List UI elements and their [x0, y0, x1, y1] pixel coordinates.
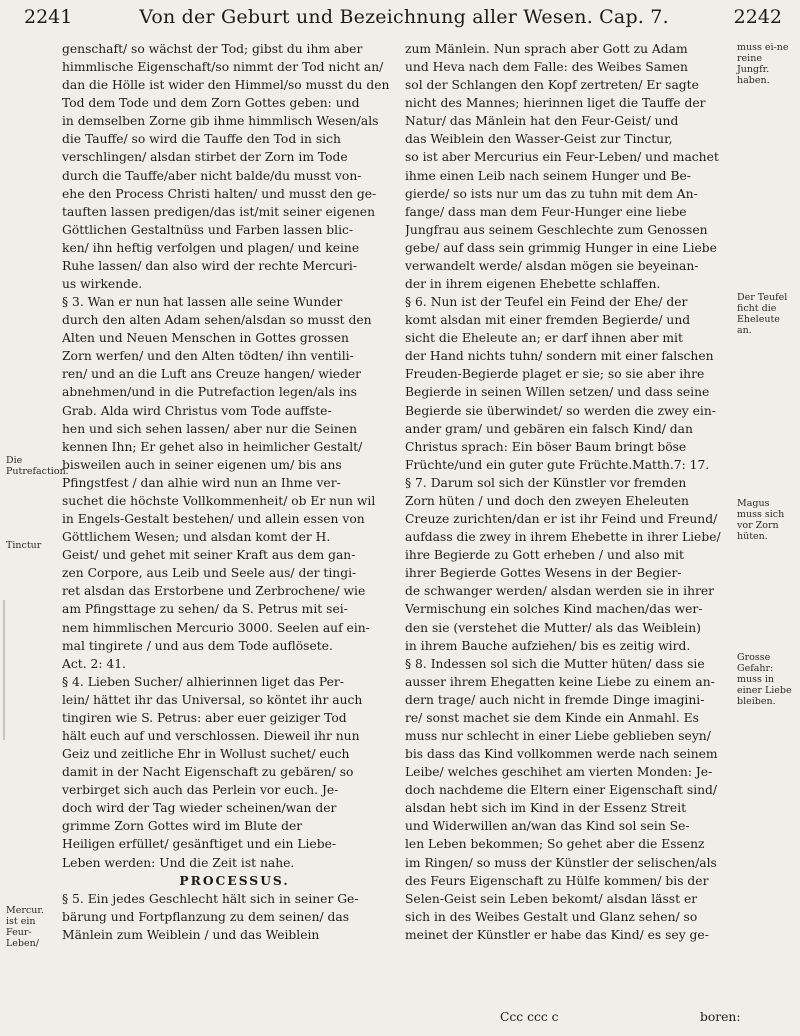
text-line: Begierde in seinen Willen setzen/ und dass seine	[405, 385, 710, 400]
text-line: am Pfingsttage zu sehen/ da S. Petrus mit sei-	[62, 602, 348, 617]
text-line: Natur/ das Mänlein hat den Feur-Geist/ und	[405, 114, 679, 129]
text-line: meinet der Künstler er habe das Kind/ es sey ge-	[405, 927, 709, 942]
text-line: in demselben Zorne gib ihme himmlisch Wesen/als	[62, 114, 379, 129]
text-line: Creuze zurichten/dan er ist ihr Feind und Freund/	[405, 512, 718, 527]
text-line: muss nur schlecht in einer Liebe geblieben seyn/	[405, 728, 711, 743]
text-line: sol der Schlangen den Kopf zertreten/ Er sagte	[405, 78, 699, 93]
text-line: Früchte/und ein guter gute Früchte.Matth.7: 17.	[405, 457, 710, 472]
text-line: das Weiblein den Wasser-Geist zur Tinctur,	[405, 132, 673, 147]
margin-note-right: Grosse Gefahr: muss in einer Liebe bleiben.	[737, 652, 792, 707]
text-line: der Hand nichts tuhn/ sondern mit einer falschen	[405, 349, 714, 364]
text-line: verbirget sich auch das Perlein vor euch. Je-	[62, 783, 339, 798]
text-line: hen und sich sehen lassen/ aber nur die Seinen	[62, 421, 357, 436]
text-line: zum Mänlein. Nun sprach aber Gott zu Adam	[405, 42, 688, 56]
text-line: bärung und Fortpflanzung zu dem seinen/ das	[62, 909, 350, 924]
margin-note-right: Magus muss sich vor Zorn hüten.	[737, 498, 785, 542]
text-line: Vermischung ein solches Kind machen/das wer-	[405, 602, 703, 617]
text-line: gierde/ so ists nur um das zu tuhn mit dem An-	[405, 186, 698, 201]
text-line: ret alsdan das Erstorbene und Zerbrochene/ wie	[62, 584, 366, 599]
text-line: sicht die Eheleute an; er darf ihnen aber mit	[405, 331, 683, 346]
text-line: mal tingirete / und aus dem Tode auflösete.	[62, 638, 333, 653]
right-text-column	[405, 40, 727, 944]
text-line: fange/ dass man dem Feur-Hunger eine liebe	[405, 204, 687, 219]
text-line: sich in des Weibes Gestalt und Glanz sehen/ so	[405, 909, 698, 924]
margin-note-left: Die Putrefaction.	[6, 455, 69, 477]
text-line: Act. 2: 41.	[62, 656, 126, 671]
text-line: Pfingstfest / dan alhie wird nun an Ihme ver-	[62, 475, 341, 490]
signature-mark: Ccc ccc c	[500, 1010, 559, 1024]
text-line: lein/ hättet ihr das Universal, so köntet ihr auch	[62, 692, 363, 707]
text-line: die Tauffe/ so wird die Tauffe den Tod in sich	[62, 132, 341, 147]
text-line: § 4. Lieben Sucher/ alhierinnen liget das Per-	[62, 674, 344, 689]
text-line: § 7. Darum sol sich der Künstler vor fremden	[405, 475, 687, 490]
text-line: kennen Ihn; Er gehet also in heimlicher Gestalt/	[62, 439, 363, 454]
margin-note-right: Der Teufel ficht die Eheleute an.	[737, 292, 788, 336]
text-line: Grab. Alda wird Christus vom Tode auffste-	[62, 403, 332, 418]
text-line: Leibe/ welches geschihet am vierten Monden: Je-	[405, 765, 713, 780]
text-line: nicht des Mannes; hierinnen liget die Tauffe der	[405, 96, 706, 111]
text-line: zen Corpore, aus Leib und Seele aus/ der tingi-	[62, 566, 357, 581]
text-line: de schwanger werden/ alsdan werden sie in ihrer	[405, 584, 715, 599]
text-line: tauften lassen predigen/das ist/mit seiner eigenen	[62, 204, 376, 219]
text-line: tingiren wie S. Petrus: aber euer geiziger Tod	[62, 710, 347, 725]
text-line: in ihrem Bauche aufziehen/ bis es zeitig wird.	[405, 638, 691, 653]
text-line: doch nachdeme die Eltern einer Eigenschaft sind/	[405, 783, 718, 798]
running-title: Von der Geburt und Bezeichnung aller Wesen. Cap. 7.	[139, 6, 669, 28]
text-line: ren/ und an die Luft ans Creuze hangen/ wieder	[62, 367, 362, 382]
margin-note-right: muss ei-ne reine Jungfr. haben.	[737, 42, 789, 86]
text-line: ihrer Begierde Gottes Wesens in der Begier-	[405, 566, 682, 581]
text-line: § 6. Nun ist der Teufel ein Feind der Ehe/ der	[405, 295, 688, 310]
text-line: damit in der Nacht Eigenschaft zu gebären/ so	[62, 765, 354, 780]
text-line: Freuden-Begierde plaget er sie; so sie aber ihre	[405, 367, 705, 382]
text-line: Christus sprach: Ein böser Baum bringt böse	[405, 439, 687, 454]
text-line: den sie (verstehet die Mutter/ als das Weiblein)	[405, 620, 701, 635]
text-line: Jungfrau aus seinem Geschlechte zum Genossen	[405, 222, 708, 237]
text-line: Zorn werfen/ und den Alten tödten/ ihn ventili-	[62, 349, 354, 364]
text-line: ken/ ihn heftig verfolgen und plagen/ und keine	[62, 240, 360, 255]
text-line: und Widerwillen an/wan das Kind sol sein Se-	[405, 819, 690, 834]
text-line: doch wird der Tag wieder scheinen/wan der	[62, 801, 337, 816]
text-line: ander gram/ und gebären ein falsch Kind/ dan	[405, 421, 693, 436]
text-line: hält euch auf und verschlossen. Dieweil ihr nun	[62, 728, 360, 743]
text-line: Heiligen erfüllet/ gesänftiget und ein Liebe-	[62, 837, 337, 852]
text-line: abnehmen/und in die Putrefaction legen/als ins	[62, 385, 357, 400]
page-edge-shadow	[3, 600, 5, 740]
catchword: boren:	[700, 1010, 741, 1024]
text-line: so ist aber Mercurius ein Feur-Leben/ und machet	[405, 150, 719, 165]
text-line: alsdan hebt sich im Kind in der Essenz Streit	[405, 801, 687, 816]
text-line: Mänlein zum Weiblein / und das Weiblein	[62, 927, 320, 942]
text-line: Begierde sie überwindet/ so werden die zwey ein-	[405, 403, 716, 418]
left-text-column	[62, 40, 407, 944]
text-line: grimme Zorn Gottes wird im Blute der	[62, 819, 303, 834]
text-line: suchet die höchste Vollkommenheit/ ob Er nun wil	[62, 493, 376, 508]
text-line: Leben werden: Und die Zeit ist nahe.	[62, 855, 295, 870]
text-line: Alten und Neuen Menschen in Gottes grossen	[62, 331, 349, 346]
text-line: genschaft/ so wächst der Tod; gibst du ihm aber	[62, 42, 363, 56]
text-line: bis dass das Kind vollkommen werde nach seinem	[405, 747, 718, 762]
text-line: der in ihrem eigenen Ehebette schlaffen.	[405, 277, 661, 292]
text-line: Tod dem Tode und dem Zorn Gottes geben: und	[62, 96, 360, 111]
text-line: PROCESSUS.	[179, 872, 290, 888]
text-line: re/ sonst machet sie dem Kinde ein Anmahl. Es	[405, 710, 699, 725]
page-number-left: 2241	[24, 6, 73, 28]
text-line: im Ringen/ so muss der Künstler der selischen/als	[405, 855, 717, 870]
text-line: gebe/ auf dass sein grimmig Hunger in eine Liebe	[405, 240, 717, 255]
text-line: aufdass die zwey in ihrem Ehebette in ihrer Liebe/	[405, 530, 721, 545]
text-line: § 5. Ein jedes Geschlecht hält sich in seiner Ge-	[62, 891, 359, 906]
text-line: len Leben bekommen; So gehet aber die Essenz	[405, 837, 705, 852]
text-line: us wirkende.	[62, 277, 143, 292]
text-line: dan die Hölle ist wider den Himmel/so musst du den	[62, 78, 390, 93]
running-header	[24, 6, 782, 36]
text-line: Selen-Geist sein Leben bekomt/ alsdan lässt er	[405, 891, 698, 906]
text-line: in Engels-Gestalt bestehen/ und allein essen von	[62, 512, 365, 527]
text-line: durch die Tauffe/aber nicht balde/du musst von-	[62, 168, 362, 183]
text-line: durch den alten Adam sehen/alsdan so musst den	[62, 313, 372, 328]
text-line: ausser ihrem Ehegatten keine Liebe zu einem an-	[405, 674, 715, 689]
text-line: komt alsdan mit einer fremden Begierde/ und	[405, 313, 691, 328]
text-line: Göttlichem Wesen; und alsdan komt der H.	[62, 530, 331, 545]
text-line: ehe den Process Christi halten/ und musst den ge-	[62, 186, 377, 201]
text-line: himmlische Eigenschaft/so nimmt der Tod nicht an/	[62, 60, 384, 75]
text-line: dern trage/ auch nicht in fremde Dinge imagini-	[405, 692, 705, 707]
text-line: ihme einen Leib nach seinem Hunger und Be-	[405, 168, 691, 183]
text-line: § 8. Indessen sol sich die Mutter hüten/ dass sie	[405, 656, 705, 671]
text-line: verschlingen/ alsdan stirbet der Zorn im Tode	[62, 150, 348, 165]
text-line: Zorn hüten / und doch den zweyen Eheleuten	[405, 493, 689, 508]
text-line: ihre Begierde zu Gott erheben / und also mit	[405, 548, 684, 563]
text-line: § 3. Wan er nun hat lassen alle seine Wunder	[62, 295, 343, 310]
text-line: Geiz und zeitliche Ehr in Wollust suchet/ euch	[62, 747, 350, 762]
text-line: verwandelt werde/ alsdan mögen sie beyeinan-	[405, 258, 699, 273]
margin-note-left: Tinctur	[6, 540, 42, 551]
margin-note-left: Mercur. ist ein Feur-Leben/	[6, 905, 44, 949]
text-line: Göttlichen Gestaltnüss und Farben lassen blic-	[62, 222, 354, 237]
text-line: bisweilen auch in seiner eigenen um/ bis ans	[62, 457, 342, 472]
text-line: des Feurs Eigenschaft zu Hülfe kommen/ bis der	[405, 873, 709, 888]
text-line: und Heva nach dem Falle: des Weibes Samen	[405, 60, 688, 75]
text-line: Ruhe lassen/ dan also wird der rechte Mercuri-	[62, 258, 357, 273]
text-line: Geist/ und gehet mit seiner Kraft aus dem gan-	[62, 548, 356, 563]
text-line: nem himmlischen Mercurio 3000. Seelen auf ein-	[62, 620, 370, 635]
page-number-right: 2242	[733, 6, 782, 28]
